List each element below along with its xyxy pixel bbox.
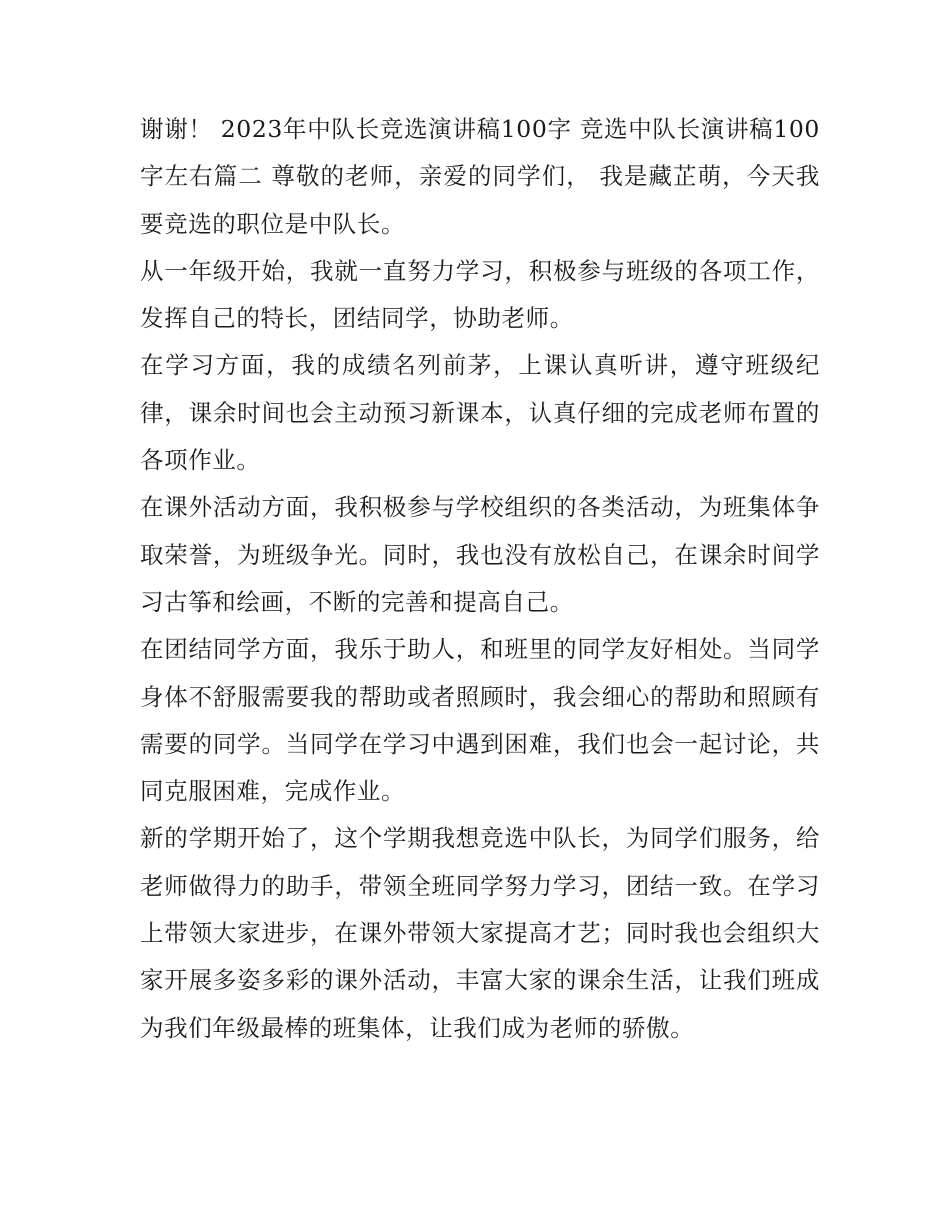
paragraph-new-semester: 新的学期开始了，这个学期我想竞选中队长，为同学们服务，给老师做得力的助手，带领全班同学努力学习，团结一致。在学习上带领大家进步，在课外带领大家提高才艺；同时我也会组织大家开展多姿多彩的课外活动，丰富大家的课余生活，让我们班成为我们年级最棒的班集体，让我们成为老师的骄傲。 bbox=[140, 824, 820, 1042]
paragraph-extracurricular: 在课外活动方面，我积极参与学校组织的各类活动，为班集体争取荣誉，为班级争光。同时，我也没有放松自己，在课余时间学习古筝和绘画，不断的完善和提高自己。 bbox=[140, 493, 820, 616]
paragraph-since-first-grade: 从一年级开始，我就一直努力学习，积极参与班级的各项工作，发挥自己的特长，团结同学，协助老师。 bbox=[140, 256, 820, 333]
document-body bbox=[140, 106, 820, 1052]
paragraph-study: 在学习方面，我的成绩名列前茅，上课认真听讲，遵守班级纪律，课余时间也会主动预习新课本，认真仔细的完成老师布置的各项作业。 bbox=[140, 351, 820, 475]
paragraph-intro: 谢谢！ 2023年中队长竞选演讲稿100字 竞选中队长演讲稿100字左右篇二 尊敬的老师，亲爱的同学们， 我是藏芷萌，今天我要竞选的职位是中队长。 bbox=[140, 115, 820, 238]
paragraph-unity: 在团结同学方面，我乐于助人，和班里的同学友好相处。当同学身体不舒服需要我的帮助或者照顾时，我会细心的帮助和照顾有需要的同学。当同学在学习中遇到困难，我们也会一起讨论，共同克服困难，完成作业。 bbox=[140, 635, 820, 806]
